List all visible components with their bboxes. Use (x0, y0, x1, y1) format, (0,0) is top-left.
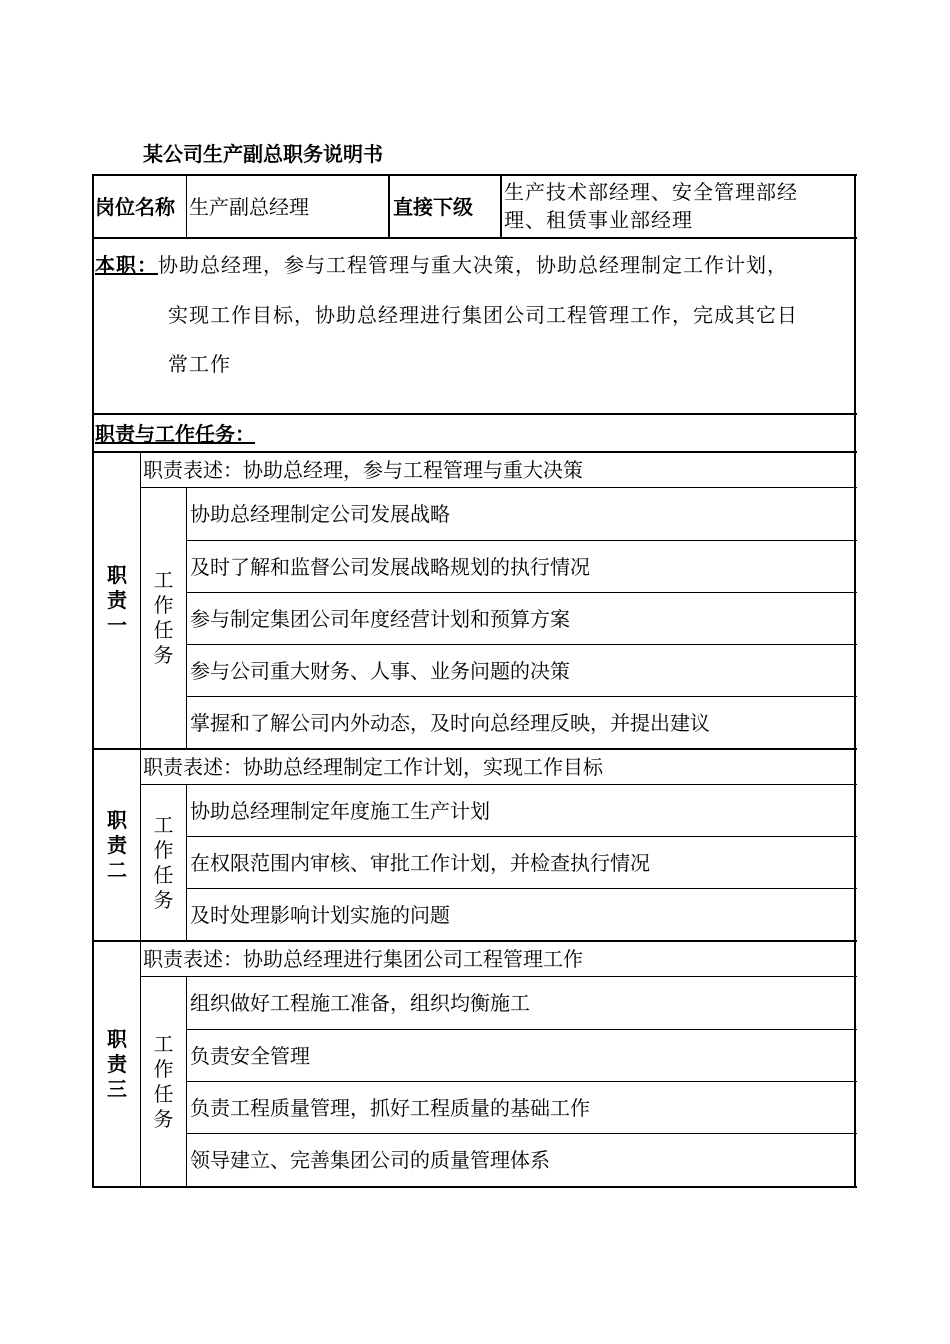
divider (186, 488, 187, 748)
task-label-char: 作 (153, 593, 174, 617)
subordinates-line: 理、租赁事业部经理 (504, 208, 693, 232)
task-label-char: 工 (153, 568, 174, 592)
responsibility-1-description: 职责表述：协助总经理，参与工程管理与重大决策 (143, 458, 583, 482)
responsibility-2-task-label (141, 785, 186, 940)
task-label-char: 工 (153, 1032, 174, 1056)
row-border (92, 237, 857, 239)
responsibility-title-char: 二 (107, 857, 127, 882)
task-item: 协助总经理制定年度施工生产计划 (190, 799, 490, 823)
divider (500, 176, 502, 238)
responsibility-1-title (94, 453, 140, 748)
duty-summary-line: 实现工作目标，协助总经理进行集团公司工程管理工作，完成其它日 (168, 303, 798, 327)
responsibility-title-char: 责 (107, 1052, 127, 1076)
divider (186, 977, 187, 1187)
task-label-char: 务 (153, 1107, 174, 1131)
responsibility-1-task-label (141, 488, 186, 748)
task-label-char: 务 (153, 887, 174, 912)
duty-summary-label: 本职： (95, 253, 158, 277)
task-item: 协助总经理制定公司发展战略 (190, 502, 450, 526)
task-label-char: 作 (153, 837, 174, 862)
responsibility-3-task-label (141, 977, 186, 1187)
task-label-char: 作 (153, 1057, 174, 1081)
responsibility-title-char: 一 (107, 613, 127, 637)
responsibility-title-char: 责 (107, 588, 127, 612)
responsibility-title-char: 职 (107, 1027, 127, 1051)
direct-subordinates-label: 直接下级 (393, 195, 473, 219)
task-item: 组织做好工程施工准备，组织均衡施工 (190, 991, 530, 1015)
task-item: 参与公司重大财务、人事、业务问题的决策 (190, 659, 570, 683)
task-item: 及时了解和监督公司发展战略规划的执行情况 (190, 555, 590, 579)
divider (388, 176, 390, 238)
responsibility-2-title (94, 750, 140, 940)
responsibility-title-char: 三 (107, 1077, 127, 1101)
responsibility-2-description: 职责表述：协助总经理制定工作计划，实现工作目标 (143, 755, 603, 779)
task-label-char: 任 (153, 618, 174, 642)
task-item: 领导建立、完善集团公司的质量管理体系 (190, 1148, 550, 1172)
responsibility-title-char: 职 (107, 807, 127, 832)
duty-summary-line: 协助总经理，参与工程管理与重大决策，协助总经理制定工作计划， (158, 253, 788, 277)
responsibility-title-char: 责 (107, 832, 127, 857)
task-item: 负责工程质量管理，抓好工程质量的基础工作 (190, 1096, 590, 1120)
position-name-label: 岗位名称 (95, 195, 175, 219)
responsibility-title-char: 职 (107, 563, 127, 587)
task-item: 掌握和了解公司内外动态，及时向总经理反映，并提出建议 (190, 711, 710, 735)
subordinates-line: 生产技术部经理、安全管理部经 (504, 180, 798, 204)
duty-summary (95, 250, 788, 280)
task-item: 负责安全管理 (190, 1044, 310, 1068)
table-bottom-border (92, 1186, 857, 1188)
task-label-char: 任 (153, 1082, 174, 1106)
duty-summary-line: 常工作 (168, 352, 231, 376)
position-name-value: 生产副总经理 (189, 195, 309, 219)
task-label-char: 任 (153, 862, 174, 887)
task-item: 在权限范围内审核、审批工作计划，并检查执行情况 (190, 851, 650, 875)
task-label-char: 工 (153, 812, 174, 837)
responsibility-3-title (94, 942, 140, 1187)
task-item: 及时处理影响计划实施的问题 (190, 903, 450, 927)
row-border (92, 413, 857, 415)
responsibility-3-description: 职责表述：协助总经理进行集团公司工程管理工作 (143, 947, 583, 971)
task-item: 参与制定集团公司年度经营计划和预算方案 (190, 607, 570, 631)
responsibilities-heading: 职责与工作任务： (95, 422, 255, 446)
direct-subordinates-value (504, 178, 854, 234)
task-label-char: 务 (153, 643, 174, 667)
document-title: 某公司生产副总职务说明书 (143, 142, 383, 166)
divider (186, 785, 187, 940)
